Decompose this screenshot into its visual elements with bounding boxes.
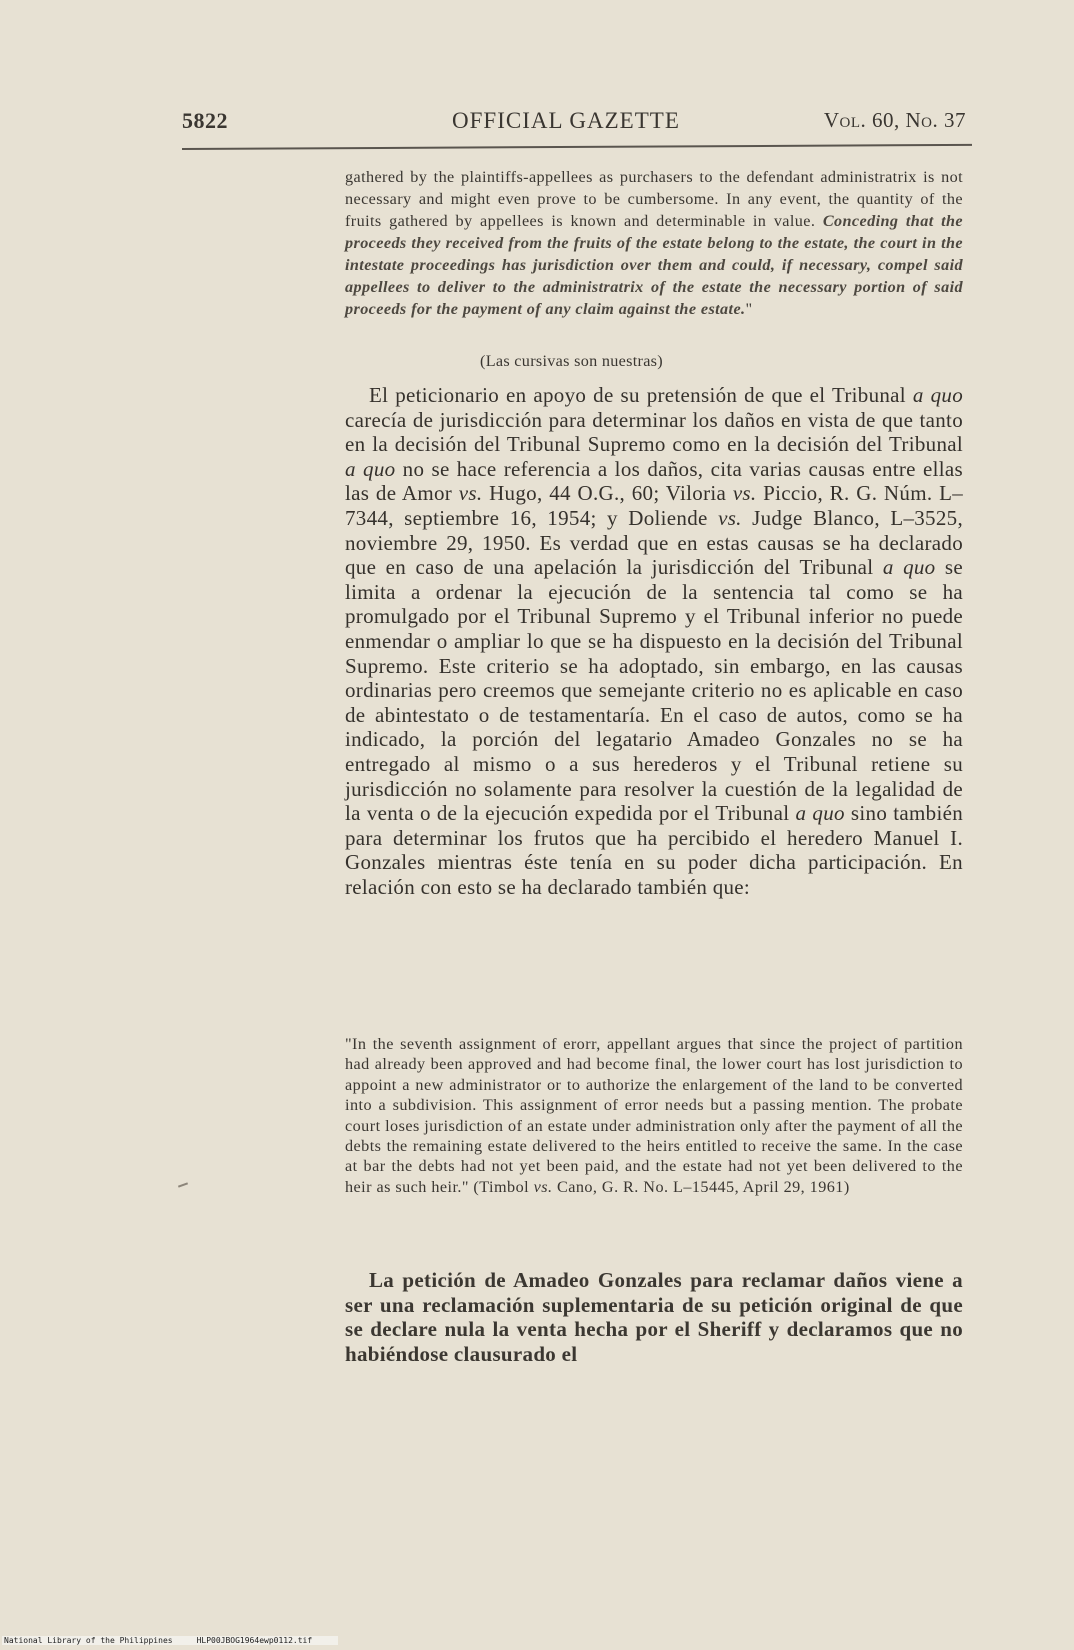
quote2-versus: vs.	[533, 1177, 553, 1196]
para1-text: Piccio, R. G. Núm. L–7344, septiembre 16, 1954; y Doliende	[345, 481, 963, 530]
para1-text: no se hace referencia a los daños, cita varias causas entre ellas las de Amor	[345, 456, 963, 506]
quoted-passage-2	[345, 1034, 963, 1197]
para1-text: carecía de jurisdicción para determinar los daños en vista de que tanto en la decisión del Tribunal Supremo como en la decisión del Tribunal	[345, 407, 963, 457]
para1-versus: vs.	[732, 481, 757, 506]
quoted-passage-1	[345, 166, 963, 320]
para1-latin: a quo	[795, 801, 845, 826]
para1-text: Judge Blanco, L–3525, noviembre 29, 1950. Es verdad que en estas causas se ha declarado que en caso de una apelación la jurisdicción del Tribunal	[345, 505, 964, 580]
margin-mark	[178, 1182, 188, 1187]
para1-text: Hugo, 44 O.G., 60; Viloria	[482, 481, 733, 506]
footer-library: National Library of the Philippines	[4, 1636, 173, 1645]
para1-text: se limita a ordenar la ejecución de la sentencia tal como se ha promulgado por el Tribunal Supremo y el Tribunal inferior no puede enmendar o ampliar lo que se ha dispuesto en la decisión del Tribunal Supremo. Este criterio se ha adoptado, sin embargo, en las causas ordinarias pero creemos que semejante criterio no es aplicable en caso de abintestato o de testamentaría. En el caso de autos, como se ha indicado, la porción del legatario Amadeo Gonzales no se ha entregado al mismo o a sus herederos y el Tribunal retiene su jurisdicción no solamente para resolver la cuestión de la legalidad de la venta o de la ejecución expedida por el Tribunal	[345, 555, 963, 826]
body-paragraph-1	[345, 383, 963, 899]
quote1-close: "	[745, 300, 753, 318]
footer-filename: HLP00JBOG1964ewp0112.tif	[196, 1636, 313, 1645]
page-header	[182, 108, 970, 144]
quote1-text: gathered by the plaintiffs-appellees as purchasers to the defendant administratrix is not necessary and might even prove to be cumbersome. In any event, the quantity of the fruits gathered by appellees is known and determinable in value.	[345, 168, 963, 230]
scan-footer	[2, 1636, 338, 1645]
para1-text: El peticionario en apoyo de su pretensión de que el Tribunal	[369, 383, 913, 407]
quote2-text: "In the seventh assignment of erorr, appellant argues that since the project of partition had already been approved and had become final, the lower court has lost jurisdiction to appoint a new administrator or to authorize the enlargement of the land to be converted into a subdivision. This assignment of error needs but a passing mention. The probate court loses jurisdiction of an estate under administration only after the payment of all the debts the remaining estate delivered to the heirs entitled to receive the same. In the case at bar the debts had not yet been paid, and the estate had not yet been delivered to the heir as such heir." (Timbol	[345, 1035, 963, 1196]
para1-latin: a quo	[882, 555, 936, 580]
para1-text: sino también para determinar los frutos que ha percibido el heredero Manuel I. Gonzales mientras éste tenía en su poder dicha participación. En relación con esto se ha declarado también que:	[345, 801, 963, 899]
header-rule	[182, 144, 972, 150]
italics-note: (Las cursivas son nuestras)	[480, 352, 663, 370]
para1-versus: vs.	[718, 505, 742, 530]
para2-text: La petición de Amadeo Gonzales para reclamar daños viene a ser una reclamación suplementaria de su petición original de que se declare nula la venta hecha por el Sheriff y declaramos que no habiéndose clausurado el	[345, 1268, 963, 1366]
quote1-italic: Conceding that the proceeds they received from the fruits of the estate belong to the estate, the court in the intestate proceedings has jurisdiction over them and could, if necessary, compel said appellees to deliver to the administratrix of the estate the necessary portion of said proceeds for the payment of any claim against the estate.	[345, 212, 963, 318]
para1-latin: a quo	[912, 383, 963, 407]
body-paragraph-2	[345, 1268, 963, 1366]
journal-title: OFFICIAL GAZETTE	[452, 108, 680, 133]
para1-latin: a quo	[345, 456, 396, 481]
page-number: 5822	[182, 108, 228, 133]
para1-versus: vs.	[458, 481, 483, 506]
volume-label: Vol. 60, No. 37	[823, 108, 966, 132]
quote2-citation: Cano, G. R. No. L–15445, April 29, 1961)	[552, 1177, 850, 1196]
